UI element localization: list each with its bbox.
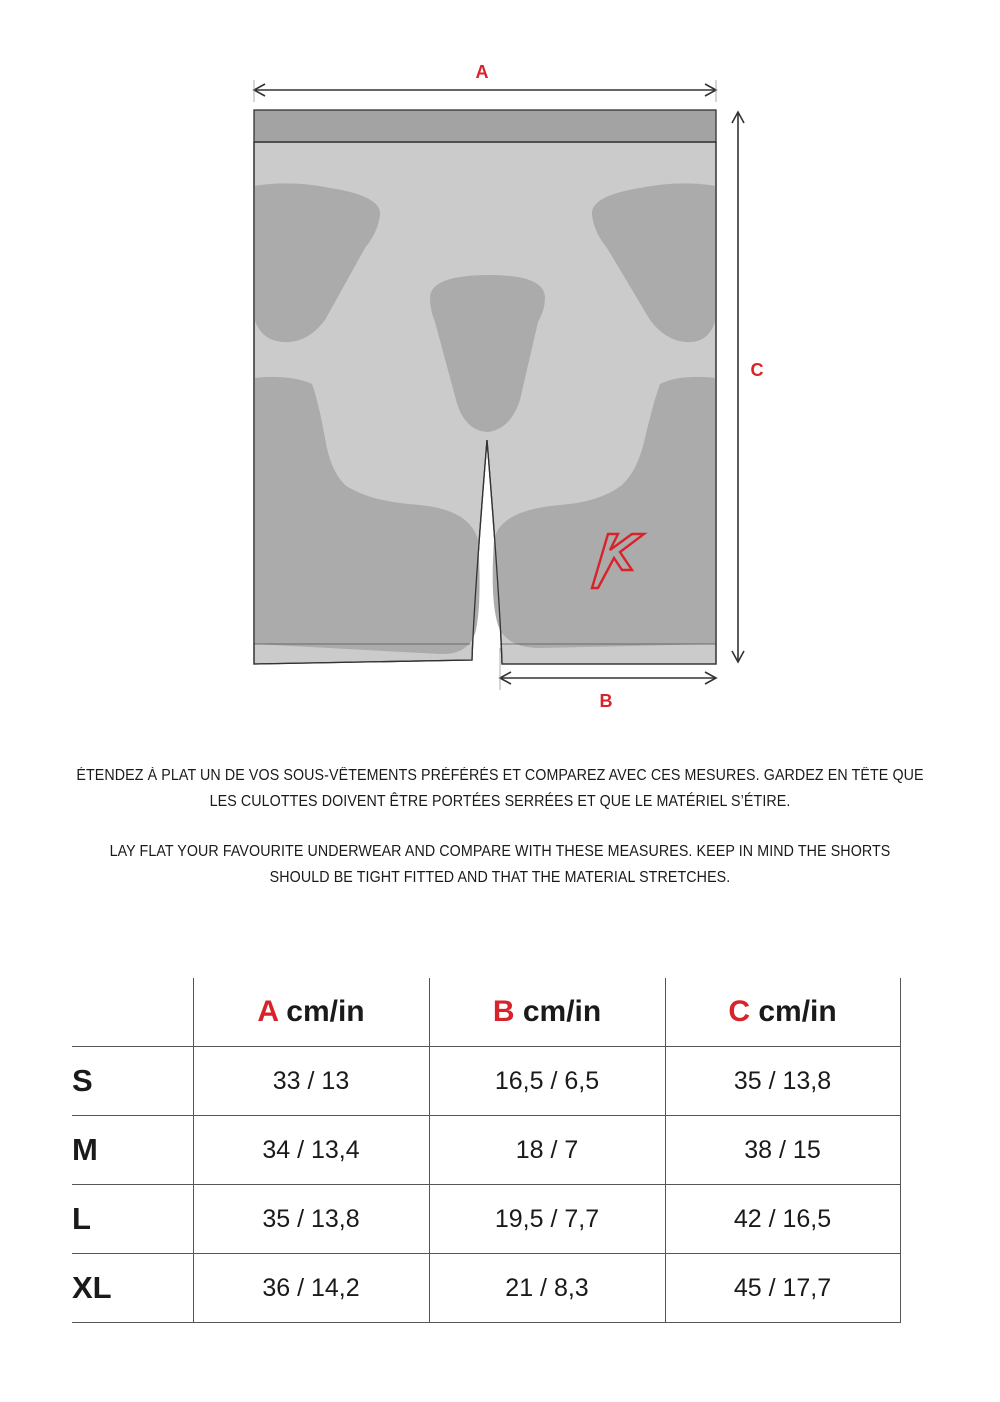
table-cell: 18 / 7 xyxy=(429,1116,665,1185)
instructions-english xyxy=(68,839,933,891)
table-row xyxy=(72,1116,900,1185)
column-b-letter: B xyxy=(492,995,515,1028)
table-header-row xyxy=(72,978,900,1047)
table-cell: 38 / 15 xyxy=(665,1116,900,1185)
table-cell: 19,5 / 7,7 xyxy=(429,1185,665,1254)
dimension-b-label: B xyxy=(599,691,613,711)
column-c-unit: cm/in xyxy=(758,995,837,1028)
shorts-illustration xyxy=(254,110,716,664)
table-cell: 34 / 13,4 xyxy=(193,1116,429,1185)
column-a-letter: A xyxy=(257,995,278,1028)
table-cell: 35 / 13,8 xyxy=(193,1185,429,1254)
column-a-unit: cm/in xyxy=(286,995,365,1028)
waistband xyxy=(254,110,716,142)
size-label: L xyxy=(72,1185,193,1254)
table-cell: 33 / 13 xyxy=(193,1047,429,1116)
instructions-english-line-2: SHOULD BE TIGHT FITTED AND THAT THE MATERIAL STRETCHES. xyxy=(269,869,731,886)
dimension-a xyxy=(254,62,716,102)
size-chart-table xyxy=(72,978,901,1323)
table-cell: 16,5 / 6,5 xyxy=(429,1047,665,1116)
table-cell: 35 / 13,8 xyxy=(665,1047,900,1116)
column-header-b xyxy=(429,978,665,1047)
column-c-letter: C xyxy=(728,995,750,1028)
table-row xyxy=(72,1185,900,1254)
instructions-french xyxy=(68,763,933,815)
column-header-a xyxy=(193,978,429,1047)
dimension-c-label: C xyxy=(750,360,764,380)
table-corner-cell xyxy=(72,978,193,1047)
column-b-unit: cm/in xyxy=(522,995,602,1028)
column-header-c xyxy=(665,978,900,1047)
instructions-french-line-2: LES CULOTTES DOIVENT ÊTRE PORTÉES SERRÉES ET QUE LE MATÉRIEL S’ÉTIRE. xyxy=(209,793,791,810)
table-cell: 21 / 8,3 xyxy=(429,1254,665,1323)
size-label: XL xyxy=(72,1254,193,1323)
table-cell: 36 / 14,2 xyxy=(193,1254,429,1323)
dimension-c xyxy=(738,112,764,662)
instructions-french-line-1: ÉTENDEZ À PLAT UN DE VOS SOUS-VÊTEMENTS PRÉFÉRÉS ET COMPAREZ AVEC CES MESURES. GARDEZ EN TÊTE QUE xyxy=(76,767,924,784)
table-row xyxy=(72,1047,900,1116)
dimension-a-label: A xyxy=(475,62,489,82)
instructions-english-line-1: LAY FLAT YOUR FAVOURITE UNDERWEAR AND COMPARE WITH THESE MEASURES. KEEP IN MIND THE SHORTS xyxy=(109,843,891,860)
table-row xyxy=(72,1254,900,1323)
table-cell: 42 / 16,5 xyxy=(665,1185,900,1254)
size-label: M xyxy=(72,1116,193,1185)
size-label: S xyxy=(72,1047,193,1116)
table-cell: 45 / 17,7 xyxy=(665,1254,900,1323)
